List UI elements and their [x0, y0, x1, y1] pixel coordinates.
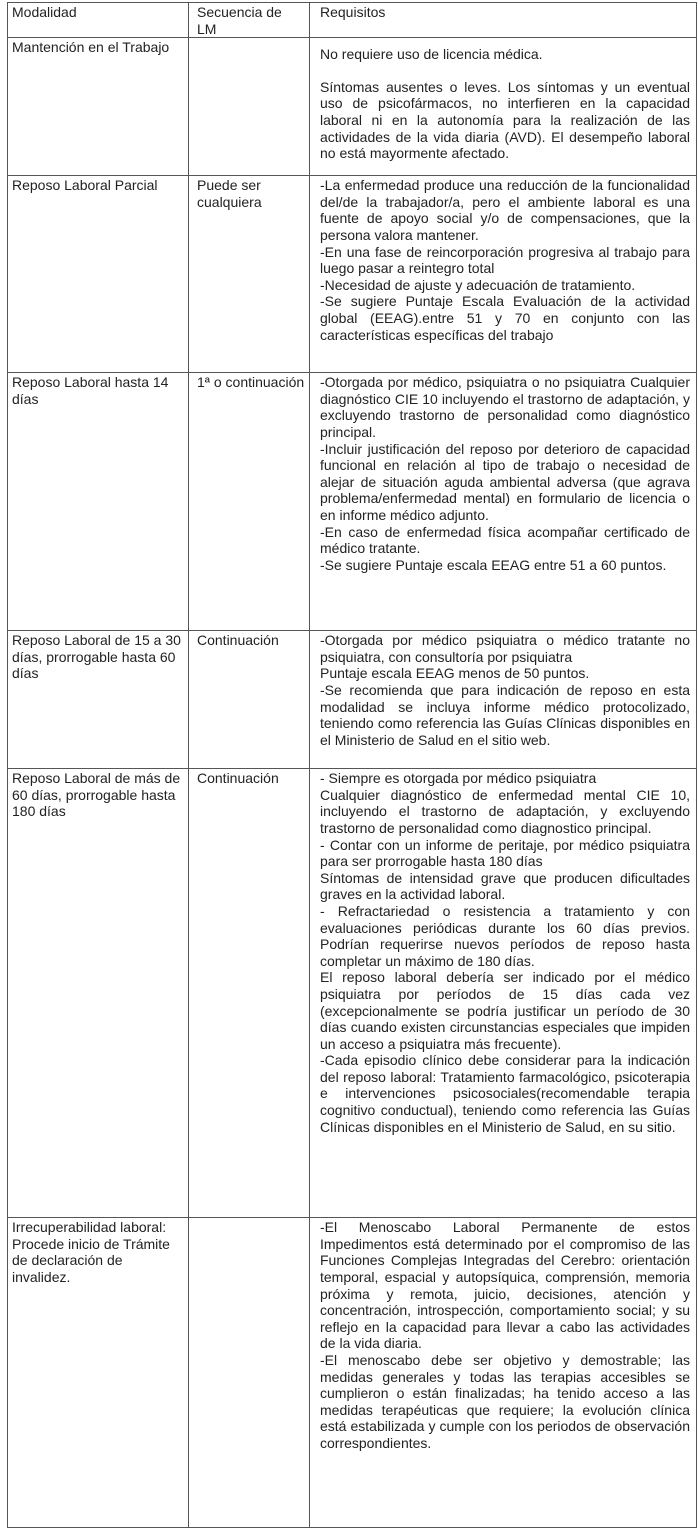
requisito-paragraph: -Incluir justificación del reposo por deterioro de capacidad funcional en relación al tipo de trabajo o necesidad de alejar de situación aguda ambiental adversa (que agrava problema/enfermedad mental) en formulario de licencia o en informe médico adjunto. [320, 440, 690, 523]
requisito-paragraph: -El Menoscabo Laboral Permanente de estos Impedimentos está determinado por el compromiso de las Funciones Complejas Integradas del Cerebro: orientación temporal, espacial y autopsíquica, comprensión, memoria próxima y remota, juicio, decisiones, atención y concentración, introspección, comportamiento social; y su reflejo en la capacidad para llevar a cabo las actividades de la vida diaria. [320, 1219, 690, 1352]
table-row [8, 38, 697, 176]
secuencia-cell [189, 1218, 310, 1528]
requisito-paragraph: -En una fase de reincorporación progresiva al trabajo para luego pasar a reintegro total [320, 243, 690, 277]
requisito-paragraph: -Necesidad de ajuste y adecuación de tratamiento. [320, 276, 636, 293]
requisito-paragraph: -Cada episodio clínico debe considerar para la indicación del reposo laboral: Tratamiento farmacológico, psicoterapia e intervenciones psicosociales(recomendable terapia cognitivo conductual), teniendo como referencia las Guías Clínicas disponibles en el Ministerio de Salud, en su sitio. [320, 1052, 690, 1135]
header-row [8, 3, 697, 38]
header-requisitos: Requisitos [310, 3, 697, 38]
requisito-paragraph: -Otorgada por médico psiquiatra o médico tratante no psiquiatra, con consultoría por psiquiatra [320, 632, 690, 665]
requisitos-cell [310, 176, 697, 373]
modalidad-cell: Mantención en el Trabajo [8, 38, 189, 176]
requisito-paragraph: -El menoscabo debe ser objetivo y demostrable; las medidas generales y todas las terapias accesibles se cumplieron o están finalizadas; ha tenido acceso a las medidas terapéuticas que requiere; la evolución clínica está estabilizada y cumple con los periodos de observación correspondientes. [320, 1351, 690, 1451]
requisito-paragraph: No requiere uso de licencia médica. [320, 46, 543, 63]
requisito-paragraph: -Se sugiere Puntaje Escala Evaluación de la actividad global (EEAG).entre 51 y 70 en conjunto con las características específicas del trabajo [320, 293, 690, 343]
modalidad-cell: Irrecuperabilidad laboral: Procede inicio de Trámite de declaración de invalidez. [8, 1218, 189, 1528]
requisito-paragraph: El reposo laboral debería ser indicado por el médico psiquiatra por períodos de 15 días cada vez (excepcionalmente se podría justificar un período de 30 días cuando existen circunstancias especiales que impiden un acceso a psiquiatra más frecuente). [320, 969, 690, 1052]
requisito-paragraph: -Se sugiere Puntaje escala EEAG entre 51 a 60 puntos. [320, 556, 667, 573]
table-row [8, 769, 697, 1218]
requisito-paragraph: -La enfermedad produce una reducción de la funcionalidad del/de la trabajador/a, pero el ambiente laboral es una fuente de apoyo social y/o de compensaciones, que la persona valora mantener. [320, 177, 690, 243]
requisito-paragraph: -Otorgada por médico, psiquiatra o no psiquiatra Cualquier diagnóstico CIE 10 incluyendo el trastorno de adaptación, y excluyendo trastorno de personalidad como diagnóstico principal. [320, 374, 690, 440]
table-row [8, 373, 697, 631]
requisitos-cell [310, 1218, 697, 1528]
modalidad-cell: Reposo Laboral Parcial [8, 176, 189, 373]
requisito-paragraph: Síntomas de intensidad grave que producen dificultades graves en la actividad laboral. [320, 869, 690, 903]
secuencia-cell: Puede ser cualquiera [189, 176, 310, 373]
requisito-paragraph: - Refractariedad o resistencia a tratamiento y con evaluaciones periódicas durante los 60 días previos. Podrían requerirse nuevos períodos de reposo hasta completar un máximo de 180 días. [320, 902, 690, 969]
requisito-paragraph: - Siempre es otorgada por médico psiquiatra [320, 770, 597, 787]
requisito-paragraph: -Se recomienda que para indicación de reposo en esta modalidad se incluya informe médico protocolizado, teniendo como referencia las Guías Clínicas disponibles en el Ministerio de Salud en el sitio web. [320, 681, 690, 748]
requisitos-cell [310, 631, 697, 769]
requisito-paragraph: Síntomas ausentes o leves. Los síntomas y un eventual uso de psicofármacos, no interfieren en la capacidad laboral ni en la autonomía para la realización de las actividades de la vida diaria (AVD). El desempeño laboral no está mayormente afectado. [320, 78, 690, 162]
requisito-paragraph: Puntaje escala EEAG menos de 50 puntos. [320, 665, 590, 682]
secuencia-cell: Continuación [189, 631, 310, 769]
secuencia-cell: Continuación [189, 769, 310, 1218]
requisitos-cell [310, 373, 697, 631]
table-row [8, 631, 697, 769]
header-modalidad: Modalidad [8, 3, 189, 38]
modalidad-cell: Reposo Laboral de 15 a 30 días, prorrogable hasta 60 días [8, 631, 189, 769]
header-secuencia: Secuencia de LM [189, 3, 310, 38]
table-row [8, 176, 697, 373]
requisito-paragraph: Cualquier diagnóstico de enfermedad mental CIE 10, incluyendo el trastorno de adaptación, y excluyendo trastorno de personalidad como diagnostico principal. [320, 786, 690, 836]
requisitos-cell [310, 38, 697, 176]
modalidad-cell: Reposo Laboral de más de 60 días, prorrogable hasta 180 días [8, 769, 189, 1218]
licencia-modalidades-table [7, 2, 697, 1528]
modalidad-cell: Reposo Laboral hasta 14 días [8, 373, 189, 631]
table-row [8, 1218, 697, 1528]
requisito-paragraph: - Contar con un informe de peritaje, por médico psiquiatra para ser prorrogable hasta 180 días [320, 836, 690, 870]
requisitos-cell [310, 769, 697, 1218]
requisito-paragraph: -En caso de enfermedad física acompañar certificado de médico tratante. [320, 523, 690, 557]
secuencia-cell [189, 38, 310, 176]
secuencia-cell: 1ª o continuación [189, 373, 310, 631]
